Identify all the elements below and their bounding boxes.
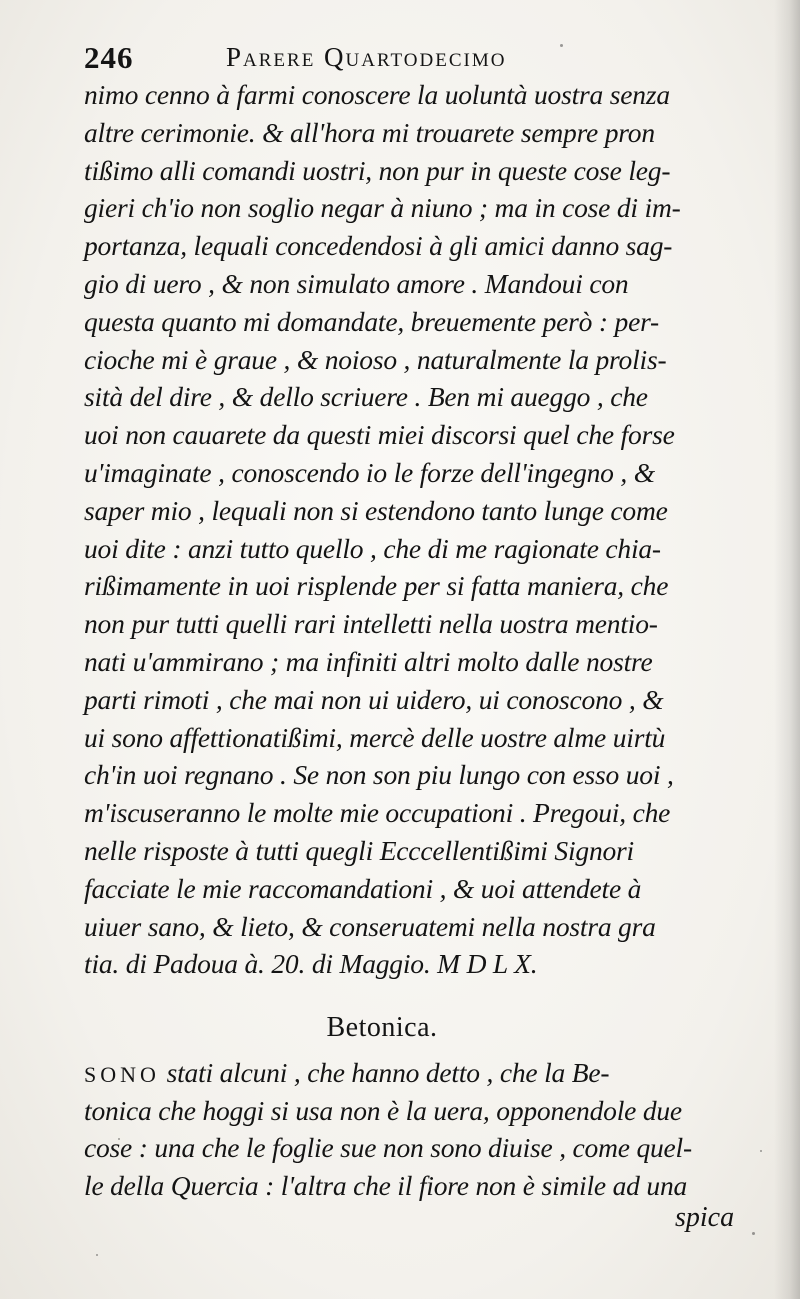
text-line: nimo cenno à farmi conoscere la uoluntà uostra senza	[84, 79, 670, 110]
text-line: portanza, lequali concedendosi à gli amici danno sag-	[84, 230, 673, 262]
section-heading	[0, 1012, 800, 1044]
text-line: uiuer sano, & lieto, & conseruatemi nella nostra gra	[84, 910, 656, 942]
page-edge-shadow	[774, 0, 800, 1299]
section-text	[84, 1054, 744, 1204]
text-line: ui sono affettionatißimi, mercè delle uostre alme uirtù	[84, 721, 666, 753]
text-line: rißimamente in uoi risplende per si fatta maniera, che	[84, 570, 669, 602]
paper-speck	[752, 1232, 755, 1235]
text-line: sità del dire , & dello scriuere . Ben mi aueggo , che	[84, 381, 648, 413]
letter-text	[84, 76, 744, 983]
text-line: questa quanto mi domandate, breuemente però : per-	[84, 305, 659, 337]
text-line: uoi dite : anzi tutto quello , che di me ragionate chia-	[84, 532, 661, 564]
first-line-rest: stati alcuni , che hanno detto , che la Be-	[159, 1057, 610, 1088]
text-line: parti rimoti , che mai non ui uidero, ui conoscono , &	[84, 683, 664, 715]
running-head: Parere Quartodecimo	[226, 42, 507, 72]
text-line: le della Quercia : l'altra che il fiore non è simile ad una	[84, 1169, 688, 1201]
text-line: nelle risposte à tutti quegli Ecccellentißimi Signori	[84, 834, 634, 866]
page-number: 246	[84, 40, 134, 75]
text-line: tia. di Padoua à. 20. di Maggio. M D L X.	[84, 948, 538, 980]
text-line: m'iscuseranno le molte mie occupationi . Pregoui, che	[84, 797, 671, 829]
paper-speck	[560, 44, 563, 47]
paper-speck	[118, 1138, 120, 1140]
paper-speck	[96, 1254, 98, 1256]
text-line: nati u'ammirano ; ma infiniti altri molto dalle nostre	[84, 645, 653, 677]
paper-speck	[760, 1150, 762, 1152]
text-line: ch'in uoi regnano . Se non son piu lungo con esso uoi ,	[84, 759, 674, 791]
text-line: cose : una che le foglie sue non sono diuise , come quel-	[84, 1132, 692, 1163]
section-first-line	[84, 1054, 744, 1092]
text-line: cioche mi è graue , & noioso , naturalmente la prolis-	[84, 343, 667, 375]
text-line: facciate le mie raccomandationi , & uoi attendete à	[84, 872, 642, 904]
section-title: Betonica.	[326, 1012, 438, 1043]
text-line: tonica che hoggi si usa non è la uera, opponendole due	[84, 1094, 682, 1126]
text-line: u'imaginate , conoscendo io le forze dell'ingegno , &	[84, 456, 655, 488]
text-line: uoi non cauarete da questi miei discorsi quel che forse	[84, 419, 675, 451]
catchword: spica	[675, 1202, 735, 1233]
opening-word: SONO	[84, 1062, 160, 1087]
text-line: saper mio , lequali non si estendono tanto lunge come	[84, 494, 668, 526]
text-line: tißimo alli comandi uostri, non pur in queste cose leg-	[84, 154, 671, 186]
text-line: altre cerimonie. & all'hora mi trouarete sempre pron	[84, 116, 655, 148]
text-line: gio di uero , & non simulato amore . Mandoui con	[84, 267, 629, 299]
text-line: gieri ch'io non soglio negar à niuno ; ma in cose di im-	[84, 192, 681, 224]
text-line: non pur tutti quelli rari intelletti nella uostra mentio-	[84, 608, 658, 640]
